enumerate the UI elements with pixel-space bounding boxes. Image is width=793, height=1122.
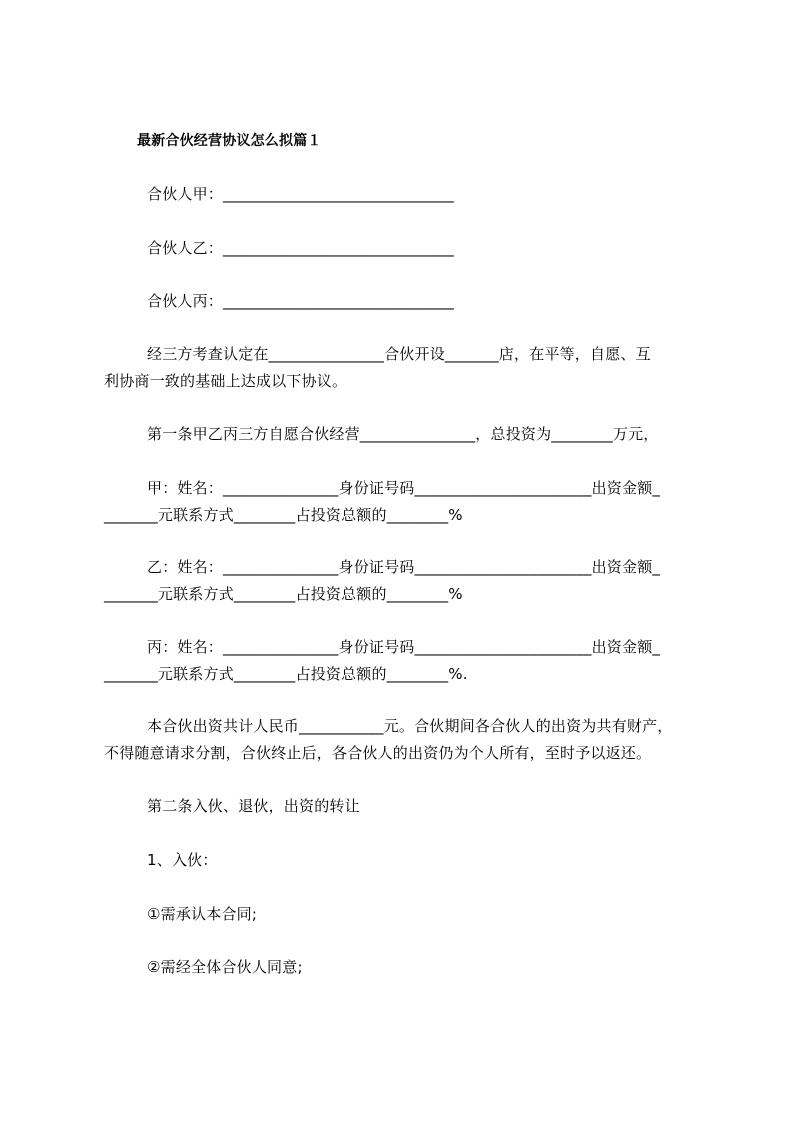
- investor-a-line-1: 甲：姓名：_______________身份证号码_______________________出资金额_: [147, 479, 661, 497]
- partner-a-line: 合伙人甲：______________________________: [147, 185, 455, 203]
- investor-b-line-2: _______元联系方式________占投资总额的________%: [104, 585, 463, 603]
- partner-b-line: 合伙人乙：______________________________: [147, 239, 455, 257]
- join-item-1: ①需承认本合同;: [147, 905, 258, 923]
- document-title: 最新合伙经营协议怎么拟篇１: [137, 133, 322, 149]
- investor-b-line-1: 乙：姓名：_______________身份证号码_______________________出资金额_: [147, 558, 661, 576]
- investor-c-line-1: 丙：姓名：_______________身份证号码_______________________出资金额_: [147, 638, 661, 656]
- partner-c-line: 合伙人丙：______________________________: [147, 292, 455, 310]
- article-2: 第二条入伙、退伙，出资的转让: [147, 797, 360, 815]
- article-1: 第一条甲乙丙三方自愿合伙经营_______________，总投资为________万元，: [147, 425, 659, 443]
- total-capital-line-2: 不得随意请求分割，合伙终止后，各合伙人的出资仍为个人所有，至时予以返还。: [104, 744, 652, 762]
- join-heading: 1、入伙：: [147, 851, 218, 869]
- join-item-2: ②需经全体合伙人同意;: [147, 958, 303, 976]
- total-capital-line-1: 本合伙出资共计人民币___________元。合伙期间各合伙人的出资为共有财产，: [147, 717, 673, 735]
- investor-c-line-2: _______元联系方式________占投资总额的________%.: [104, 665, 468, 683]
- intro-line-1: 经三方考查认定在_______________合伙开设_______店，在平等，自愿、互: [147, 345, 651, 363]
- intro-line-2: 利协商一致的基础上达成以下协议。: [104, 372, 348, 390]
- investor-a-line-2: _______元联系方式________占投资总额的________%: [104, 506, 463, 524]
